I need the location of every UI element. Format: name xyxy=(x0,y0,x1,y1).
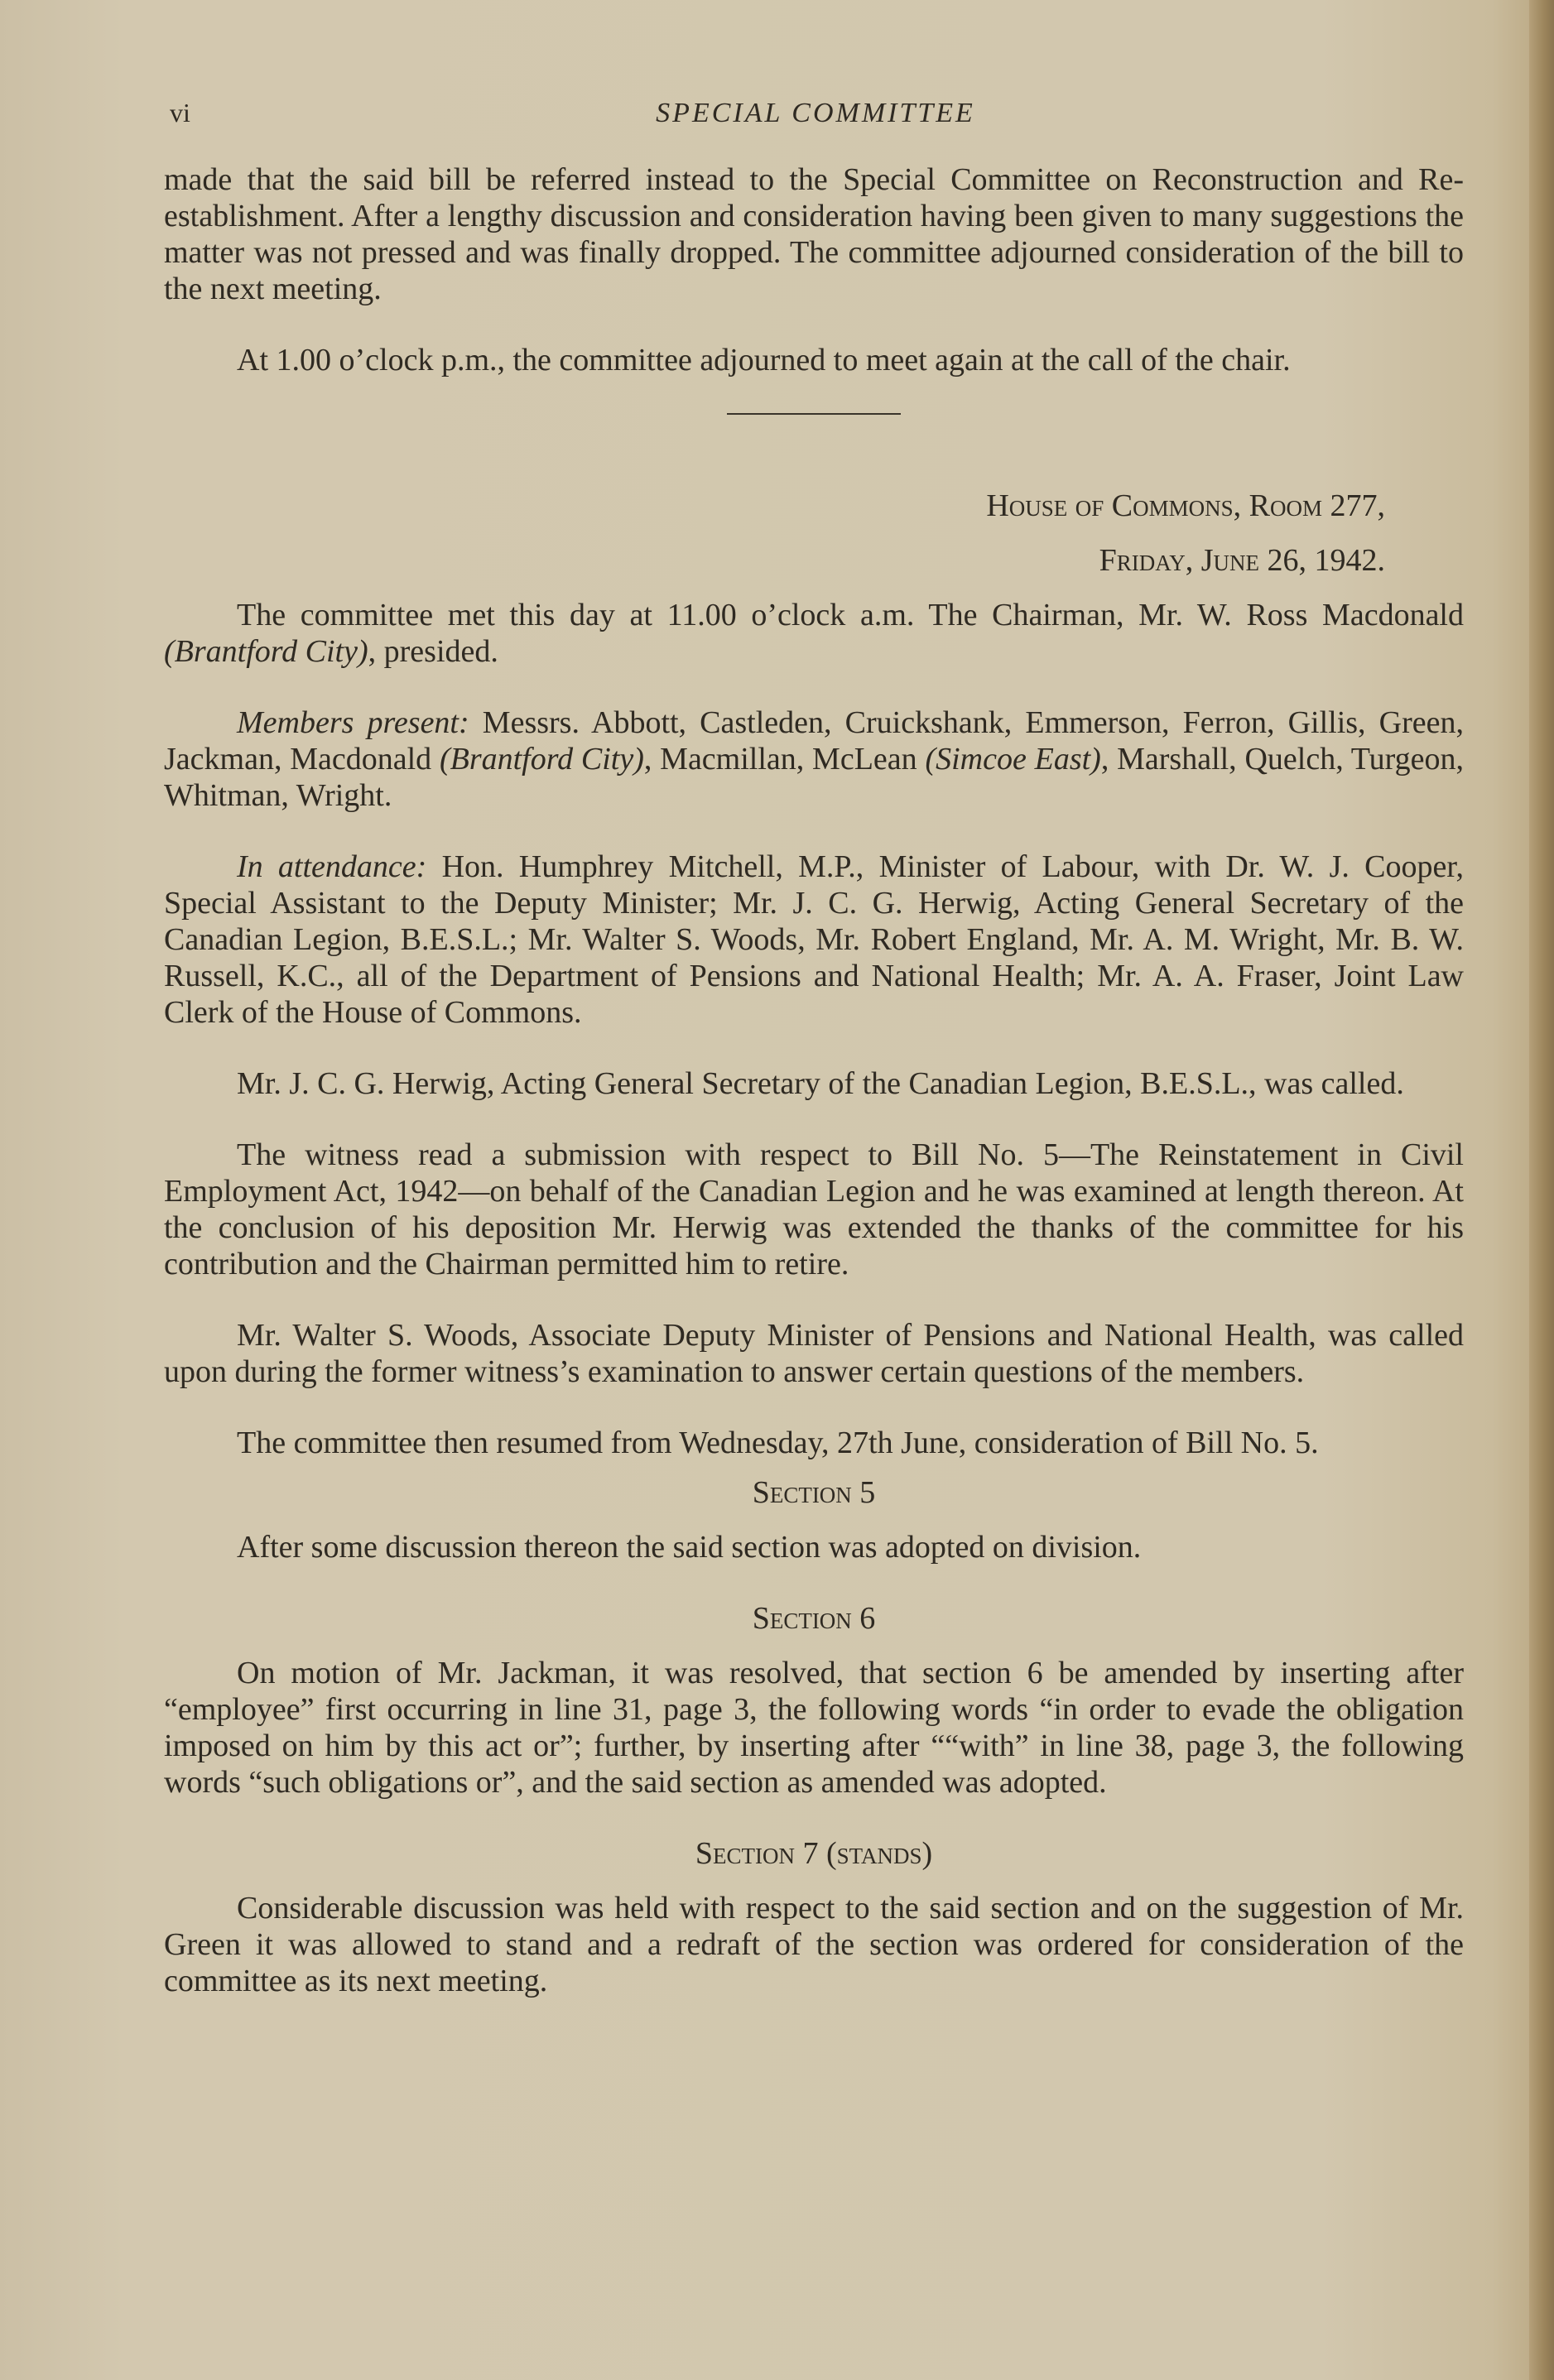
section-6-text: On motion of Mr. Jackman, it was resolved, that section 6 be amended by inserting after “employee” first occurring in line 31, page 3, the following words “in order to evade the obligation imposed on him by this act or”; further, by inserting after ““with” in line 38, page 3, the following words “such obligations or”, and the said section as amended was adopted. xyxy=(164,1656,1464,1800)
text: , Macmillan, McLean xyxy=(643,742,926,777)
riding-name: (Simcoe East) xyxy=(925,742,1101,777)
paragraph-attendance xyxy=(164,849,1464,1031)
document-body xyxy=(164,161,1464,2034)
section-5-heading: Section 5 xyxy=(752,1475,876,1510)
paragraph-resumed: The committee then resumed from Wednesday, 27th June, consideration of Bill No. 5. xyxy=(237,1426,1319,1460)
paragraph-meeting-open xyxy=(164,597,1464,670)
page-edge xyxy=(1529,0,1554,2380)
running-title: SPECIAL COMMITTEE xyxy=(656,98,975,128)
page-header xyxy=(170,98,1461,139)
meeting-date-text: Friday, June 26, 1942. xyxy=(1099,543,1385,578)
paragraph-members-present xyxy=(164,704,1464,814)
riding-name: (Brantford City) xyxy=(439,742,644,777)
section-divider xyxy=(727,413,901,415)
riding-name: (Brantford City) xyxy=(164,634,368,669)
page-number: vi xyxy=(170,98,190,127)
paragraph-continuation: made that the said bill be referred instead to the Special Committee on Reconstruction and Re-establishment. After a lengthy discussion and consideration having been given to many suggestions the matter was not pressed and was finally dropped. The committee adjourned consideration of the bill to the next meeting. xyxy=(164,162,1464,306)
meeting-date xyxy=(164,542,1464,579)
text: , Marshall, Quelch, Turgeon, Whitman, Wright. xyxy=(164,742,1465,813)
paragraph-witness-called: Mr. J. C. G. Herwig, Acting General Secretary of the Canadian Legion, B.E.S.L., was called. xyxy=(237,1066,1404,1101)
attendance-label: In attendance: xyxy=(237,849,427,884)
section-7-heading: Section 7 (stands) xyxy=(695,1836,933,1871)
text: Messrs. Abbott, Castleden, Cruickshank, Emmerson, Ferron, Gillis, Green, Jackman, Macdonald xyxy=(164,705,1465,777)
section-7-text: Considerable discussion was held with respect to the said section and on the suggestion of Mr. Green it was allowed to stand and a redraft of the section was ordered for consideration of the committee as its next meeting. xyxy=(164,1891,1464,1998)
meeting-place: House of Commons, Room 277, xyxy=(986,488,1385,523)
text: , presided. xyxy=(368,634,498,669)
paragraph-woods: Mr. Walter S. Woods, Associate Deputy Minister of Pensions and National Health, was called upon during the former witness’s examination to answer certain questions of the members. xyxy=(164,1318,1464,1389)
paragraph-adjournment: At 1.00 o’clock p.m., the committee adjourned to meet again at the call of the chair. xyxy=(237,343,1291,377)
section-6-heading: Section 6 xyxy=(752,1601,876,1636)
section-5-text: After some discussion thereon the said section was adopted on division. xyxy=(237,1530,1142,1565)
text: Hon. Humphrey Mitchell, M.P., Minister of Labour, with Dr. W. J. Cooper, Special Assistant to the Deputy Minister; Mr. J. C. G. Herwig, Acting General Secretary of the Canadian Legion, B.E.S.L.; Mr. Walter S. Woods, Mr. Robert England, Mr. A. M. Wright, Mr. B. W. Russell, K.C., all of the Department of Pensions and National Health; Mr. A. A. Fraser, Joint Law Clerk of the House of Commons. xyxy=(164,849,1464,1030)
text: The committee met this day at 11.00 o’clock a.m. The Chairman, Mr. W. Ross Macdonald xyxy=(237,598,1464,632)
members-label: Members present: xyxy=(237,705,469,740)
paragraph-submission: The witness read a submission with respect to Bill No. 5—The Reinstatement in Civil Employment Act, 1942—on behalf of the Canadian Legion and he was examined at length thereon. At the conclusion of his deposition Mr. Herwig was extended the thanks of the committee for his contribution and the Chairman permitted him to retire. xyxy=(164,1137,1464,1281)
